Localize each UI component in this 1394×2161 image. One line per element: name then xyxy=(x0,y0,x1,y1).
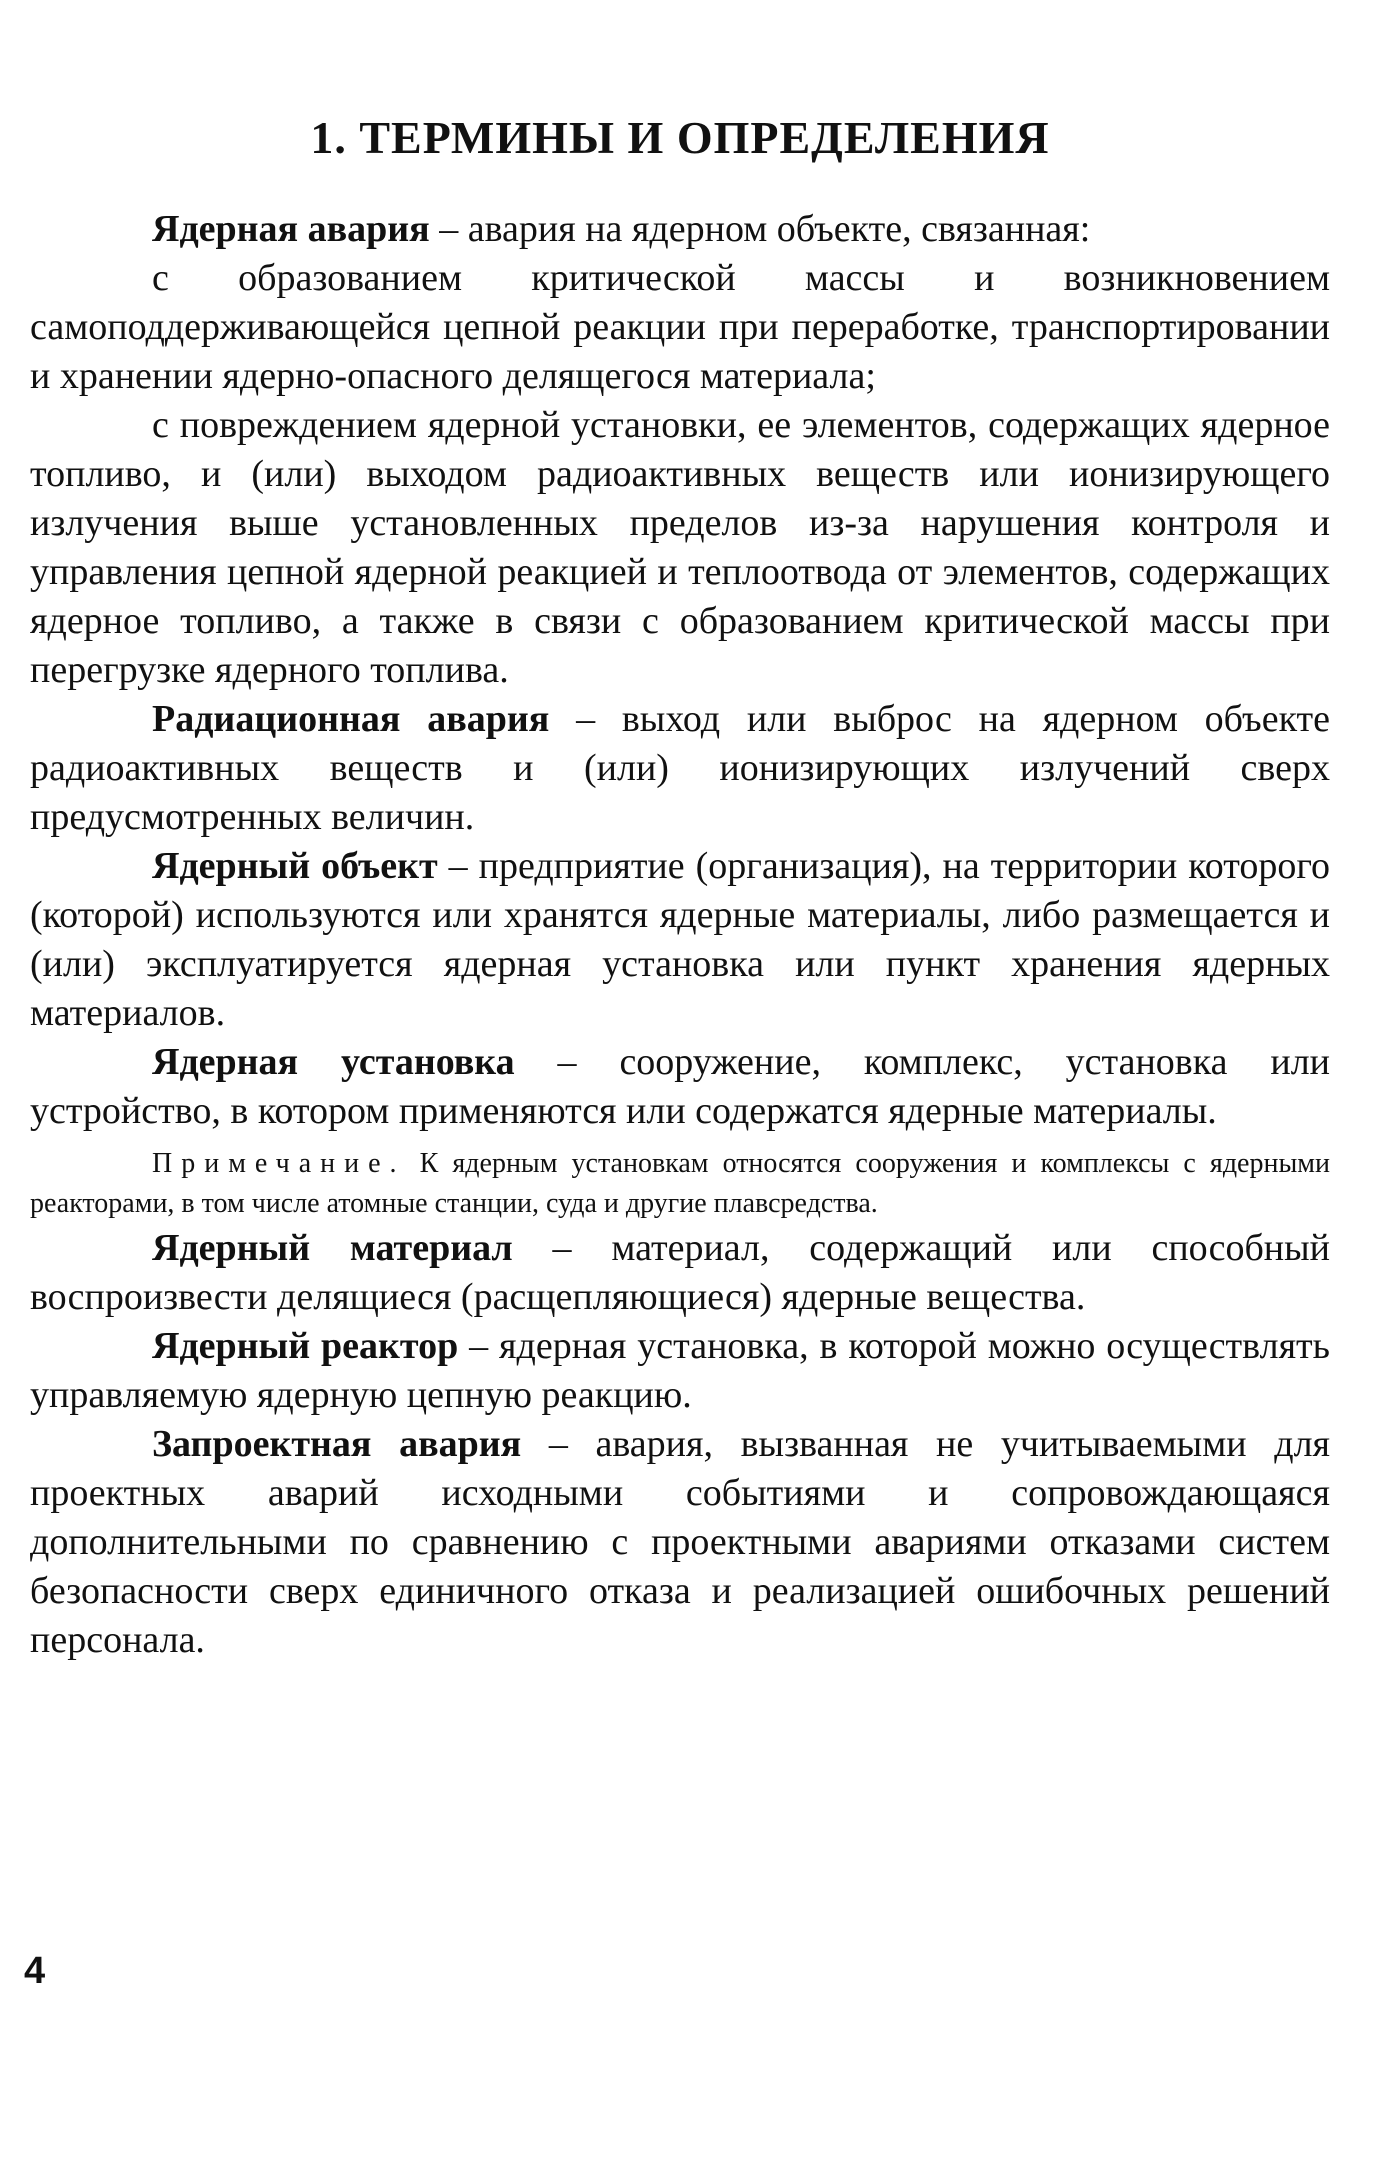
term-dash: – xyxy=(514,1041,620,1084)
term-dash: – xyxy=(437,845,479,888)
definition-text: с образованием критической массы и возникновением самоподдерживающейся цепной реакции при переработке, транспортировании и хранении ядерно-опасного делящегося материала; xyxy=(30,257,1330,398)
definition-beyond-design-accident xyxy=(30,1420,1330,1665)
note-paragraph xyxy=(30,1144,1330,1224)
definition-nuclear-installation xyxy=(30,1038,1330,1136)
term-label: Ядерный материал xyxy=(152,1227,513,1270)
definition-nuclear-facility xyxy=(30,842,1330,1038)
term-label: Ядерная установка xyxy=(152,1041,515,1084)
definition-text: сооружение, комплекс, установка или устройство, в котором применяются или содержатся ядерные материалы. xyxy=(30,1041,1331,1133)
term-dash: – xyxy=(521,1423,596,1466)
term-label: Ядерный объект xyxy=(152,845,438,888)
term-label: Ядерный реактор xyxy=(152,1325,459,1368)
definition-radiation-accident xyxy=(30,695,1330,842)
document-page xyxy=(30,110,1330,1665)
definition-text: выход или выброс на ядерном объекте радиоактивных веществ и (или) ионизирующих излучений сверх предусмотренных величин. xyxy=(30,698,1331,839)
term-label: Радиационная авария xyxy=(152,698,550,741)
term-label: Ядерная авария xyxy=(152,208,430,251)
definition-text: материал, содержащий или способный воспроизвести делящиеся (расщепляющиеся) ядерные вещества. xyxy=(30,1227,1331,1319)
definition-nuclear-material xyxy=(30,1224,1330,1322)
term-dash: – xyxy=(512,1227,612,1270)
definition-nuclear-reactor xyxy=(30,1322,1330,1420)
section-heading: 1. ТЕРМИНЫ И ОПРЕДЕЛЕНИЯ xyxy=(310,112,1050,163)
term-label: Запроектная авария xyxy=(152,1423,522,1466)
term-dash: – xyxy=(549,698,622,741)
definition-text: авария на ядерном объекте, связанная: xyxy=(467,208,1091,251)
definition-clause-installation-damage xyxy=(30,401,1330,695)
definition-nuclear-accident xyxy=(30,205,1330,254)
definition-text: авария, вызванная не учитываемыми для проектных аварий исходными событиями и сопровождающаяся дополнительными по сравнению с проектными авариями отказами систем безопасности сверх единичного отказа и реализацией ошибочных решений персонала. xyxy=(30,1423,1331,1662)
term-dash: – xyxy=(429,208,468,251)
note-text: К ядерным установкам относятся сооружения и комплексы с ядерными реакторами, в том числе атомные станции, суда и другие плавсредства. xyxy=(30,1148,1330,1220)
definition-text: предприятие (организация), на территории которого (которой) используются или хранятся ядерные материалы, либо размещается и (или) эксплуатируется ядерная установка или пункт хранения ядерных материалов. xyxy=(30,845,1330,1035)
definition-text: ядерная установка, в которой можно осуществлять управляемую ядерную цепную реакцию. xyxy=(30,1325,1330,1417)
term-dash: – xyxy=(458,1325,500,1368)
note-label: Примечание. xyxy=(152,1148,406,1180)
definition-clause-critical-mass xyxy=(30,254,1330,401)
page-number: 4 xyxy=(24,1950,46,1992)
definition-text: с повреждением ядерной установки, ее элементов, содержащих ядерное топливо, и (или) выходом радиоактивных веществ или ионизирующего излучения выше установленных пределов из-за нарушения контроля и управления цепной ядерной реакцией и теплоотвода от элементов, содержащих ядерное топливо, а также в связи с образованием критической массы при перегрузке ядерного топлива. xyxy=(30,404,1330,692)
